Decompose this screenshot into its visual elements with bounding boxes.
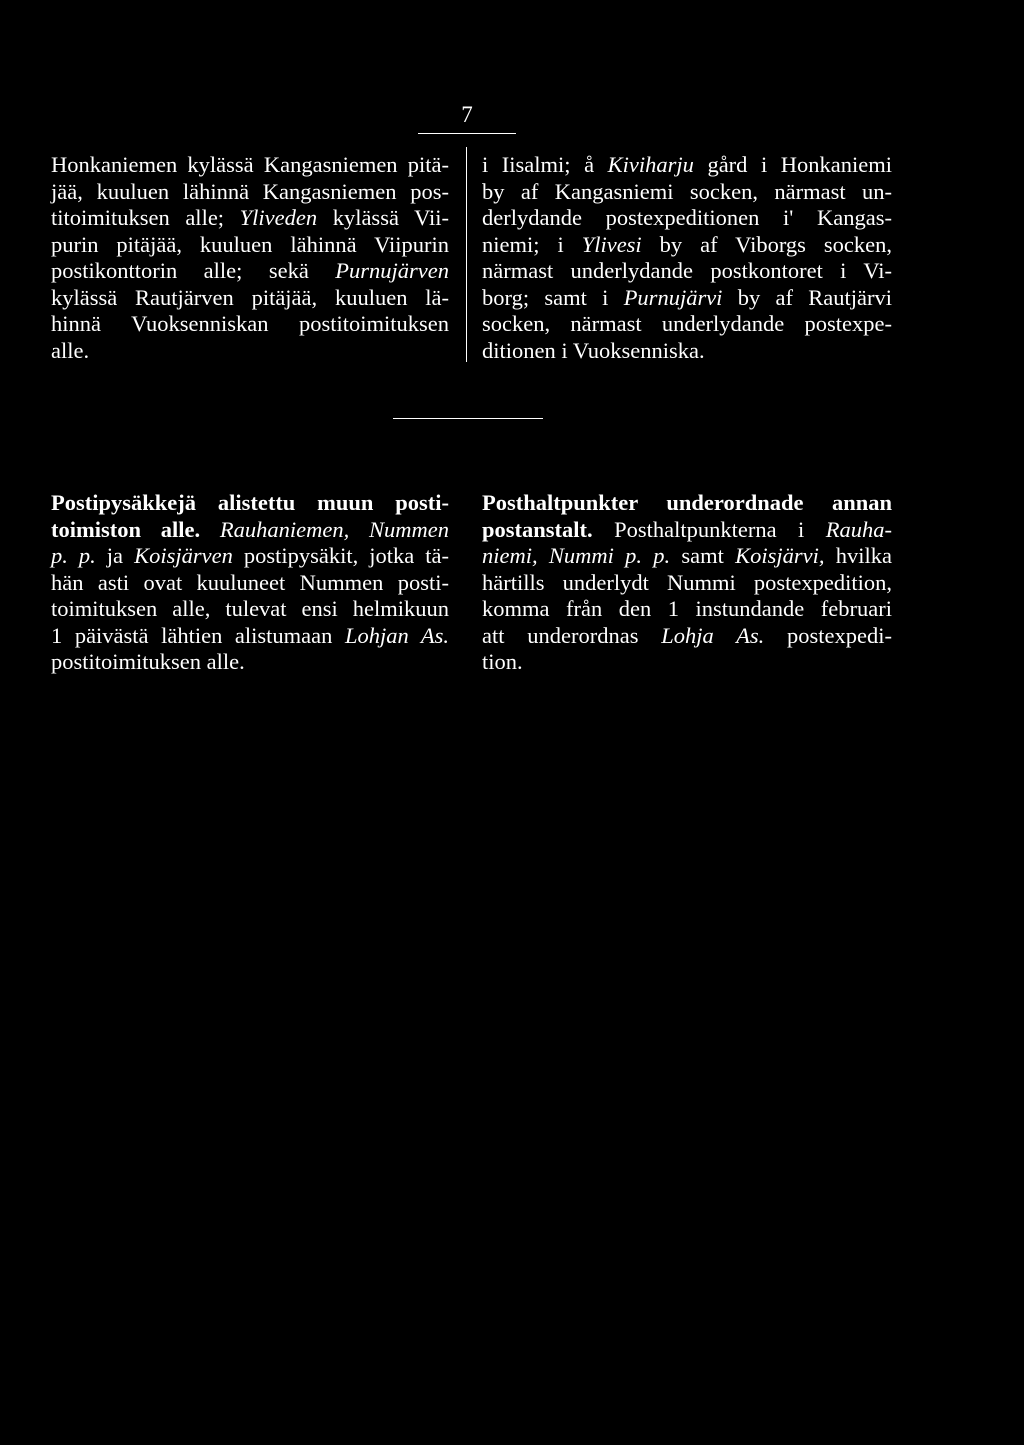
- text-line: postikonttorin alle; sekä Purnujärven: [51, 258, 449, 283]
- text-line: postanstalt. Posthaltpunkterna i Rauha-: [482, 516, 892, 542]
- text-line: 1 päivästä lähtien alistumaan Lohjan As.: [51, 622, 450, 648]
- text-line: titoimituksen alle; Yliveden kylässä Vii-: [51, 205, 449, 230]
- text-line: niemi; i Ylivesi by af Viborgs socken,: [482, 231, 892, 257]
- text-line: alle.: [51, 337, 90, 363]
- text-line: toimituksen alle, tulevat ensi helmikuun: [51, 596, 449, 621]
- text-line: p. p. ja Koisjärven postipysäkit, jotka tä-: [51, 543, 449, 568]
- text-line: komma från den 1 instundande februari: [482, 596, 892, 621]
- section-heading: Postipysäkkejä alistettu muun posti-: [51, 490, 449, 515]
- swedish-notice-bottom: [482, 490, 892, 676]
- text-line: Honkaniemen kylässä Kangasniemen pitä-: [51, 152, 449, 177]
- section-divider: [393, 418, 543, 419]
- text-line: derlydande postexpeditionen i' Kangas-: [482, 205, 892, 230]
- text-line: purin pitäjää, kuuluen lähinnä Viipurin: [51, 231, 449, 257]
- text-line: socken, närmast underlydande postexpe-: [482, 311, 892, 336]
- page-number-rule: [418, 100, 516, 134]
- swedish-notice-top: [482, 152, 892, 364]
- finnish-notice-top: [51, 152, 449, 364]
- text-line: postitoimituksen alle.: [51, 649, 245, 674]
- text-line: jää, kuuluen lähinnä Kangasniemen pos-: [51, 178, 449, 204]
- text-line: by af Kangasniemi socken, närmast un-: [482, 178, 892, 204]
- text-line: hän asti ovat kuuluneet Nummen posti-: [51, 569, 449, 595]
- text-line: tion.: [482, 649, 523, 674]
- text-line: i Iisalmi; å Kiviharju gård i Honkaniemi: [482, 152, 892, 177]
- text-line: kylässä Rautjärven pitäjää, kuuluen lä-: [51, 284, 449, 310]
- section-heading: Posthaltpunkter underordnade annan: [482, 490, 892, 515]
- text-line: toimiston alle. Rauhaniemen, Nummen: [51, 516, 449, 542]
- finnish-notice-bottom: [51, 490, 449, 676]
- text-line: att underordnas Lohja As. postexpedi-: [482, 622, 892, 648]
- text-line: hinnä Vuoksenniskan postitoimituksen: [51, 311, 449, 336]
- column-divider: [466, 147, 467, 362]
- text-line: borg; samt i Purnujärvi by af Rautjärvi: [482, 284, 892, 310]
- page-number: 7: [461, 102, 473, 127]
- text-line: niemi, Nummi p. p. samt Koisjärvi, hvilka: [482, 543, 893, 568]
- text-line: närmast underlydande postkontoret i Vi-: [482, 258, 892, 283]
- text-line: ditionen i Vuoksenniska.: [482, 337, 705, 363]
- text-line: härtills underlydt Nummi postexpedition,: [482, 569, 892, 595]
